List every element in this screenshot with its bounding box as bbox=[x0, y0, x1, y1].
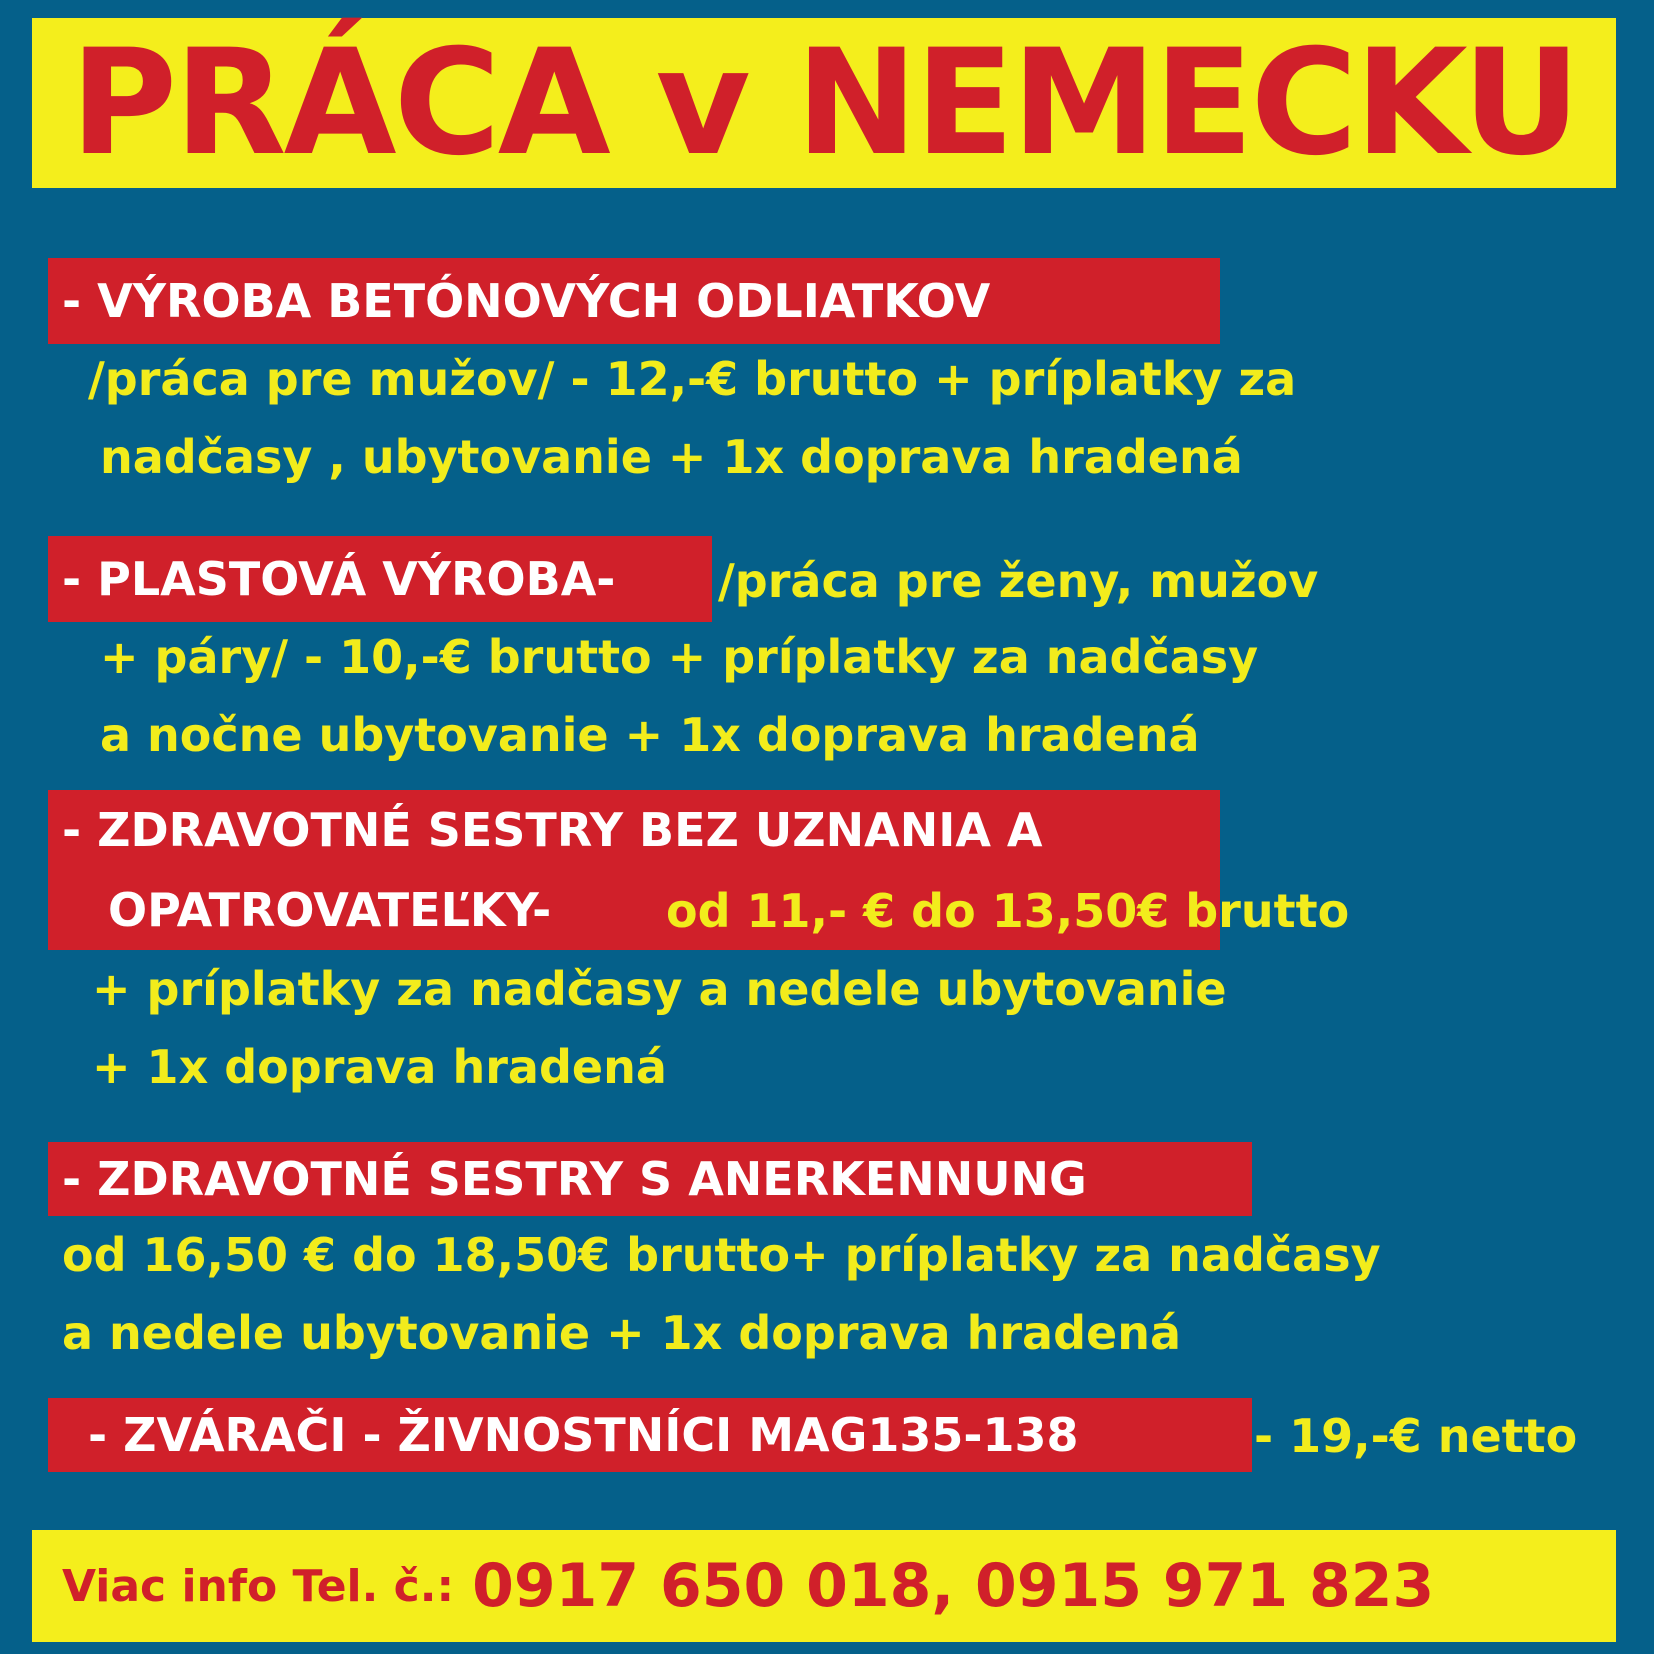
job-heading-nurses-line1: - ZDRAVOTNÉ SESTRY BEZ UZNANIA A bbox=[62, 803, 1043, 857]
job-heading-plastic-tail: /práca pre ženy, mužov bbox=[718, 554, 1319, 608]
job-detail-line: + 1x doprava hradená bbox=[92, 1040, 667, 1094]
job-detail-line: a nedele ubytovanie + 1x doprava hradená bbox=[62, 1306, 1181, 1360]
job-detail-line: od 16,50 € do 18,50€ brutto+ príplatky za nadčasy bbox=[62, 1228, 1381, 1282]
page-title: PRÁCA v NEMECKU bbox=[70, 18, 1578, 188]
job-heading-nurses-recognition bbox=[48, 1142, 1252, 1216]
job-detail-line: a nočne ubytovanie + 1x doprava hradená bbox=[100, 708, 1200, 762]
contact-label: Viac info Tel. č.: bbox=[62, 1560, 455, 1612]
job-heading-nurses-line2: OPATROVATEĽKY- bbox=[108, 883, 552, 937]
contact-phone-numbers: 0917 650 018, 0915 971 823 bbox=[472, 1551, 1435, 1621]
job-heading-plastic bbox=[48, 536, 712, 622]
job-heading-welders-tail: - 19,-€ netto bbox=[1254, 1409, 1578, 1463]
job-heading-welders bbox=[48, 1398, 1252, 1472]
job-heading-concrete-text: - VÝROBA BETÓNOVÝCH ODLIATKOV bbox=[62, 274, 991, 328]
job-heading-concrete bbox=[48, 258, 1220, 344]
job-detail-line: nadčasy , ubytovanie + 1x doprava hradená bbox=[100, 430, 1243, 484]
job-detail-line: + páry/ - 10,-€ brutto + príplatky za nadčasy bbox=[100, 630, 1259, 684]
contact-banner bbox=[32, 1530, 1616, 1642]
job-heading-welders-text: - ZVÁRAČI - ŽIVNOSTNÍCI MAG135-138 bbox=[88, 1408, 1079, 1462]
job-heading-plastic-text: - PLASTOVÁ VÝROBA- bbox=[62, 552, 616, 606]
job-detail-line: + príplatky za nadčasy a nedele ubytovanie bbox=[92, 962, 1227, 1016]
job-heading-nurses-tail: od 11,- € do 13,50€ brutto bbox=[666, 884, 1350, 938]
title-banner bbox=[32, 18, 1616, 188]
job-detail-line: /práca pre mužov/ - 12,-€ brutto + príplatky za bbox=[88, 352, 1297, 406]
job-heading-nurses-recognition-text: - ZDRAVOTNÉ SESTRY S ANERKENNUNG bbox=[62, 1152, 1087, 1206]
